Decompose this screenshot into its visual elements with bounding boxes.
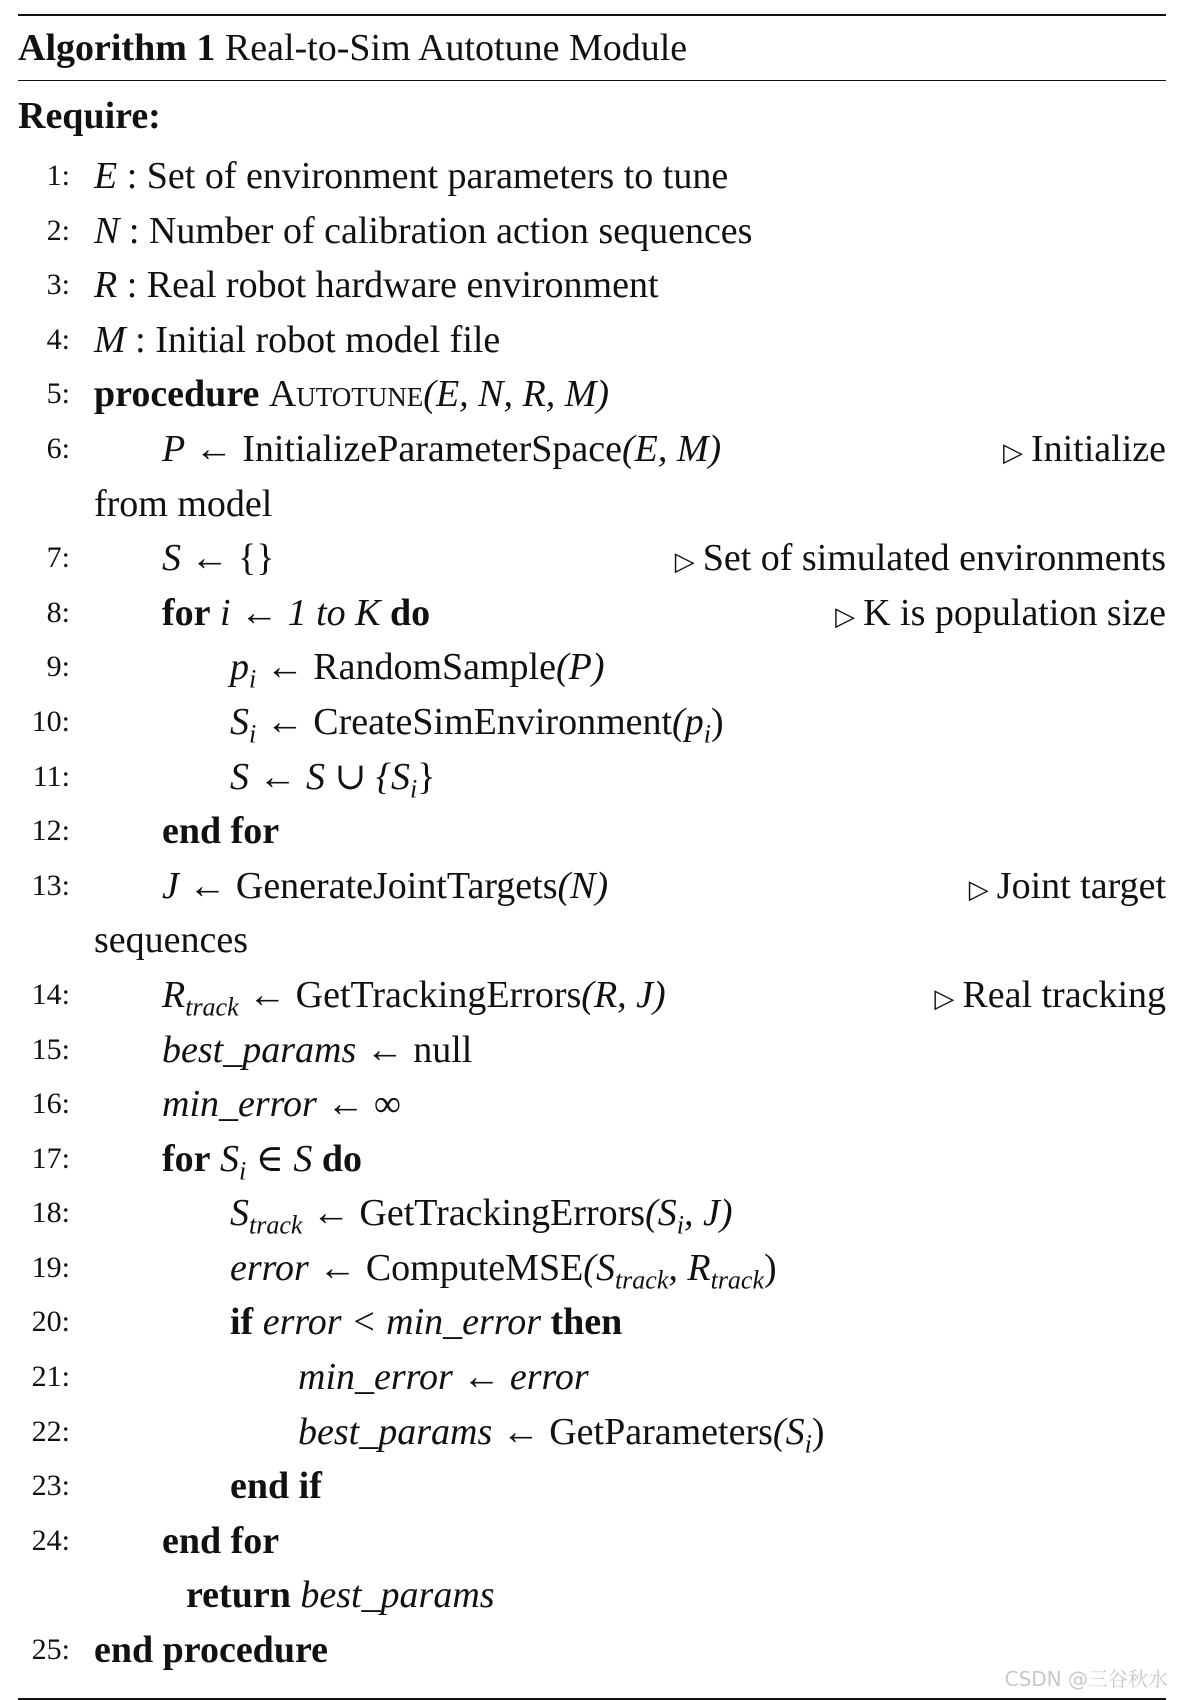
watermark: CSDN @三谷秋水 [1004,1667,1168,1691]
algo-line-14: 14: $R_{track}$ ← GetTrackingErrors(R, J) ▷ Real tracking [18,968,1166,1023]
comment: ▷ K is population size [835,591,1166,634]
algo-line-15: 15: best_params ← null [31,1028,473,1071]
algo-line-1: 1: E : Set of environment parameters to tune [46,155,729,197]
algorithm-lines [18,149,1166,1678]
algo-line-21: 21: min_error ← error [31,1356,589,1399]
algo-line-22: 22: best_params ← $GetParameters(S_i)$ [31,1410,825,1459]
algo-line-11: 11: S ← S ∪ $\{S_i\}$ [32,755,436,804]
algo-line-4: 4: M : Initial robot model file [46,318,501,361]
top-rule [18,14,1166,16]
algo-line-10: 10: $S_i$ ← $CreateSimEnvironment(p_i)$ [31,700,724,749]
algo-line-6-continuation: from model [94,482,273,525]
algo-line-24: 24: end for [31,1519,280,1562]
algo-line-13: 13: J ← GenerateJointTargets(N) ▷ Joint target [18,859,1166,914]
title-rule [18,80,1166,81]
algo-line-8: 8: for i ← 1 to K do ▷ K is population size [18,586,1166,641]
algo-line-13-continuation: sequences [94,919,249,962]
algo-line-16: 16: min_error ← ∞ [31,1083,401,1126]
algorithm-name: Real-to-Sim Autotune Module [224,27,688,69]
algo-line-12: 12: end for [31,810,280,853]
algo-line-25: 25: end procedure [31,1629,328,1672]
algo-line-3: 3: R : Real robot hardware environment [46,264,659,307]
require-label: Require: [18,95,161,137]
algorithm-block [18,14,1166,1700]
algo-line-2: 2: N : Number of calibration action sequences [46,209,753,252]
algo-line-18: 18: $S_{track}$ ← $GetTrackingErrors(S_i$, J) [31,1192,733,1240]
comment: ▷ Set of simulated environments [674,537,1166,580]
algo-line-5: 5: procedure Autotune(E, N, R, M) [46,373,610,416]
algo-line-23: 23: end if [31,1465,322,1508]
algo-line-20: 20: if error < min_error then [31,1301,623,1344]
comment: ▷ Real tracking [934,973,1166,1016]
comment: ▷ Joint target [968,864,1166,907]
algo-line-17: 17: for $S_i$ ∈ S do [31,1137,363,1186]
algorithm-title [18,26,1166,70]
algo-line-7: 7: S ← {} ▷ Set of simulated environments [18,531,1166,586]
algo-line-9: 9: $p_i$ ← RandomSample(P) [46,646,605,694]
algorithm-label: Algorithm 1 [18,27,216,69]
algo-line-6: 6: P ← InitializeParameterSpace(E, M) ▷ Initialize [18,422,1166,477]
comment: ▷ Initialize [1002,427,1166,470]
algo-line-19: 19: error ← $ComputeMSE(S_{track}$, $R_{track}$) [31,1246,777,1295]
algo-line-return: return best_params [186,1574,495,1617]
